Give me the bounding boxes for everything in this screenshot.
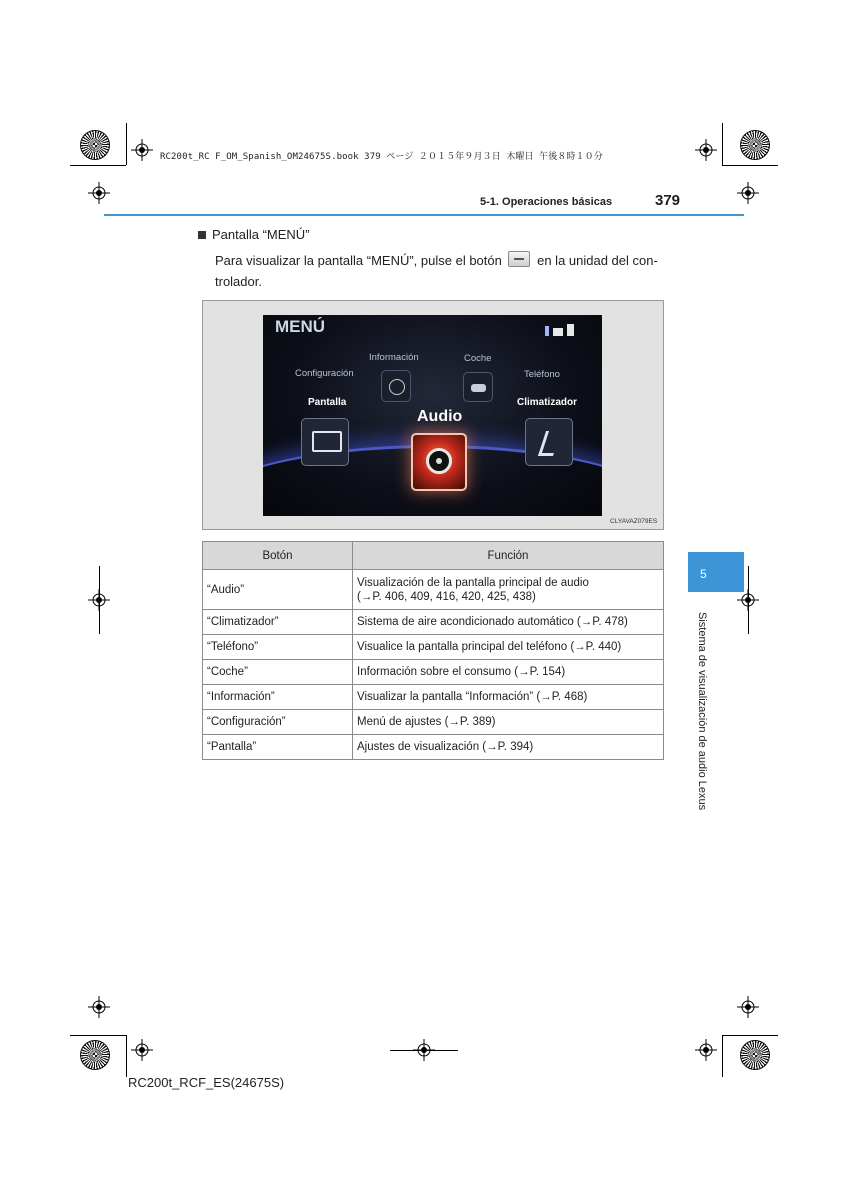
screen-label-climatizador: Climatizador — [517, 397, 578, 408]
screen-status-icons — [545, 324, 574, 336]
table-row — [203, 635, 664, 660]
screen-label-coche: Coche — [464, 353, 492, 364]
intro-paragraph — [215, 250, 660, 292]
crop-mark — [126, 1035, 127, 1077]
figure-code: CLYAVAZ079ES — [610, 518, 658, 525]
table-cell-function: Información sobre el consumo (→P. 154) — [353, 660, 664, 685]
registration-target-icon — [737, 996, 759, 1018]
display-tile — [301, 418, 349, 466]
car-icon — [471, 384, 486, 392]
crop-mark — [126, 123, 127, 165]
chapter-title: Sistema de visualización de audio Lexus — [696, 612, 708, 811]
chapter-number: 5 — [700, 567, 707, 581]
table-row — [203, 570, 664, 610]
registration-target-icon — [695, 139, 717, 161]
signal-icon — [553, 328, 563, 336]
screen-label-audio: Audio — [417, 408, 463, 425]
seat-icon — [538, 431, 561, 456]
screen-label-configuracion: Configuración — [295, 368, 354, 379]
bluetooth-icon — [545, 326, 549, 336]
menu-screen-image — [263, 315, 602, 516]
table-cell-button: “Coche” — [203, 660, 353, 685]
table-cell-button: “Configuración” — [203, 710, 353, 735]
footer-code: RC200t_RCF_ES(24675S) — [128, 1075, 285, 1090]
function-line: (→P. 406, 409, 416, 420, 425, 438) — [357, 590, 536, 603]
registration-target-icon — [695, 1039, 717, 1061]
audio-tile — [411, 433, 467, 491]
table-header-boton: Botón — [203, 542, 353, 570]
table-cell-function — [353, 570, 664, 610]
crop-mark — [70, 1035, 126, 1036]
section-title: 5-1. Operaciones básicas — [480, 196, 613, 208]
crop-mark — [722, 123, 723, 165]
table-cell-function: Ajustes de visualización (→P. 394) — [353, 735, 664, 760]
crop-mark — [748, 566, 749, 634]
button-function-table — [202, 541, 664, 760]
section-heading-text: Pantalla “MENÚ” — [212, 227, 310, 242]
table-row — [203, 685, 664, 710]
print-slug-line: RC200t_RC F_OM_Spanish_OM24675S.book 379 ページ ２０１５年９月３日 木曜日 午後８時１０分 — [160, 152, 603, 162]
menu-button-icon — [508, 251, 530, 267]
table-cell-function: Sistema de aire acondicionado automático (→P. 478) — [353, 610, 664, 635]
table-cell-button: “Audio” — [203, 570, 353, 610]
table-cell-button: “Climatizador” — [203, 610, 353, 635]
crop-mark — [99, 566, 100, 634]
function-line: Visualización de la pantalla principal de audio — [357, 576, 589, 589]
table-cell-function: Visualizar la pantalla “Información” (→P. 468) — [353, 685, 664, 710]
registration-rosette-icon — [80, 130, 110, 160]
table-cell-button: “Teléfono” — [203, 635, 353, 660]
table-header-funcion: Función — [353, 542, 664, 570]
table-row — [203, 610, 664, 635]
registration-rosette-icon — [80, 1040, 110, 1070]
crop-mark — [390, 1050, 458, 1051]
section-heading — [198, 227, 310, 242]
screen-label-pantalla: Pantalla — [308, 397, 347, 408]
square-bullet-icon — [198, 231, 206, 239]
registration-rosette-icon — [740, 1040, 770, 1070]
table-cell-button: “Pantalla” — [203, 735, 353, 760]
table-row — [203, 660, 664, 685]
page-number: 379 — [655, 192, 681, 209]
chapter-tab — [688, 552, 744, 592]
table-row — [203, 735, 664, 760]
screen-title: MENÚ — [275, 317, 326, 336]
registration-target-icon — [131, 1039, 153, 1061]
intro-text-after: en la unidad del con-trolador. — [215, 253, 658, 289]
registration-rosette-icon — [740, 130, 770, 160]
header-rule — [104, 214, 744, 216]
table-header-row — [203, 542, 664, 570]
table-cell-function: Visualice la pantalla principal del teléfono (→P. 440) — [353, 635, 664, 660]
crop-mark — [722, 165, 778, 166]
screen-label-informacion: Información — [369, 352, 419, 363]
table-row — [203, 710, 664, 735]
info-icon — [389, 379, 405, 395]
crop-mark — [70, 165, 126, 166]
registration-target-icon — [737, 182, 759, 204]
battery-icon — [567, 324, 574, 336]
table-cell-button: “Información” — [203, 685, 353, 710]
crop-mark — [722, 1035, 778, 1036]
info-tile — [381, 370, 411, 402]
screen-label-telefono: Teléfono — [524, 369, 560, 380]
intro-text-before: Para visualizar la pantalla “MENÚ”, pulse el botón — [215, 253, 502, 268]
monitor-icon — [312, 431, 342, 452]
registration-target-icon — [131, 139, 153, 161]
crop-mark — [722, 1035, 723, 1077]
car-tile — [463, 372, 493, 402]
registration-target-icon — [88, 996, 110, 1018]
registration-target-icon — [88, 182, 110, 204]
disc-icon — [426, 448, 452, 474]
climate-tile — [525, 418, 573, 466]
table-cell-function: Menú de ajustes (→P. 389) — [353, 710, 664, 735]
